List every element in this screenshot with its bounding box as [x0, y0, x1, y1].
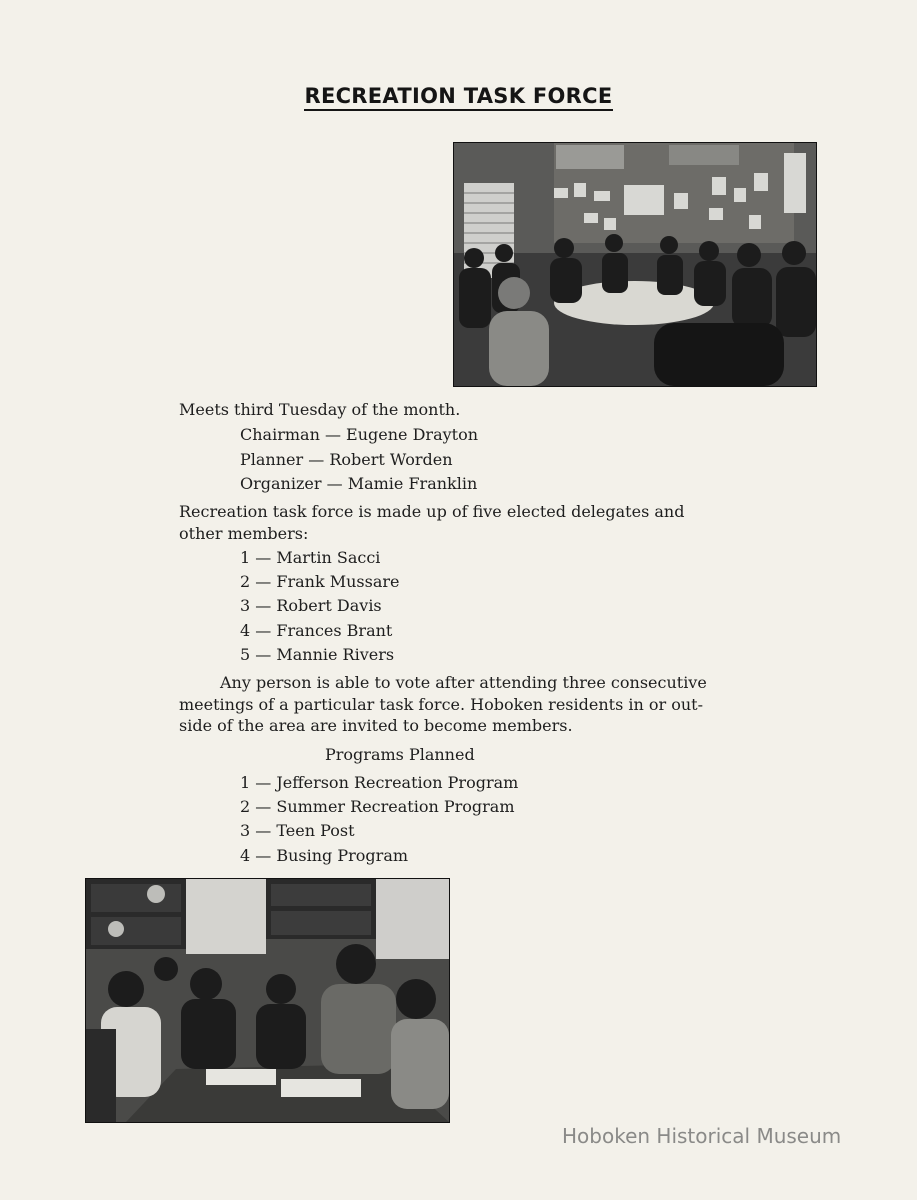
delegate-item: 4 — Frances Brant: [240, 621, 393, 640]
voting-text-line1: Any person is able to vote after attending three consecutive: [220, 673, 707, 692]
officer-chairman: Chairman — Eugene Drayton: [240, 425, 479, 444]
composition-text-line2: other members:: [179, 524, 309, 543]
officer-organizer: Organizer — Mamie Franklin: [240, 474, 478, 493]
meeting-schedule: Meets third Tuesday of the month.: [179, 400, 461, 419]
program-item: 1 — Jefferson Recreation Program: [240, 773, 519, 792]
delegate-item: 3 — Robert Davis: [240, 596, 382, 615]
program-item: 2 — Summer Recreation Program: [240, 797, 515, 816]
meeting-photo-bottom: [85, 878, 450, 1123]
museum-watermark: Hoboken Historical Museum: [562, 1124, 842, 1148]
programs-heading: Programs Planned: [325, 745, 475, 764]
delegate-item: 5 — Mannie Rivers: [240, 645, 395, 664]
program-item: 4 — Busing Program: [240, 846, 409, 865]
page-title: RECREATION TASK FORCE: [0, 84, 917, 108]
composition-text-line1: Recreation task force is made up of five elected delegates and: [179, 502, 685, 521]
voting-text-line3: side of the area are invited to become members.: [179, 716, 573, 735]
delegate-item: 1 — Martin Sacci: [240, 548, 381, 567]
meeting-photo-top: [453, 142, 817, 387]
officer-planner: Planner — Robert Worden: [240, 450, 453, 469]
program-item: 3 — Teen Post: [240, 821, 355, 840]
delegate-item: 2 — Frank Mussare: [240, 572, 400, 591]
voting-text-line2: meetings of a particular task force. Hoboken residents in or out-: [179, 695, 704, 714]
